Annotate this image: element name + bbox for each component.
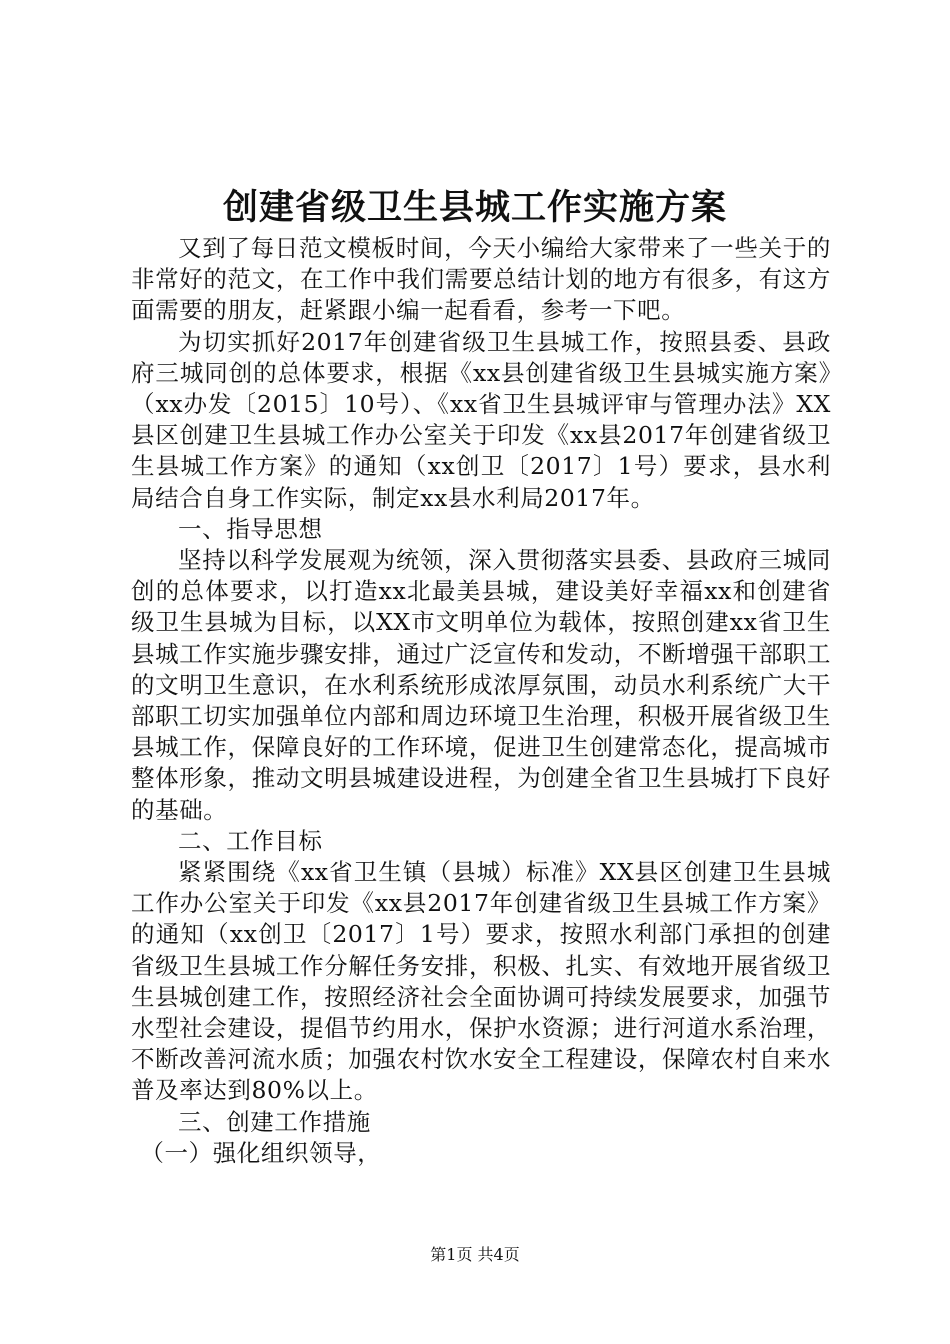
- intro-paragraph: 又到了每日范文模板时间，今天小编给大家带来了一些关于的非常好的范文，在工作中我们需要总结计划的地方有很多，有这方面需要的朋友，赶紧跟小编一起看看，参考一下吧。: [131, 234, 831, 325]
- document-body: [131, 233, 831, 1169]
- subsection-heading-organization: （一）强化组织领导，: [140, 1138, 382, 1167]
- work-goals-paragraph: 紧紧围绕《xx省卫生镇（县城）标准》XX县区创建卫生县城工作办公室关于印发《xx县2017年创建省级卫生县城工作方案》的通知（xx创卫〔2017〕1号）要求，按照水利部门承担的创建省级卫生县城工作分解任务安排，积极、扎实、有效地开展省级卫生县城创建工作，按照经济社会全面协调可持续发展要求，加强节水型社会建设，提倡节约用水，保护水资源；进行河道水系治理，不断改善河流水质；加强农村饮水安全工程建设，保障农村自来水普及率达到80%以上。: [131, 858, 831, 1105]
- document-title: 创建省级卫生县城工作实施方案: [222, 187, 727, 228]
- section-heading-work-goals: 二、工作目标: [178, 826, 323, 855]
- section-heading-guiding-ideology: 一、指导思想: [178, 514, 323, 543]
- guiding-ideology-paragraph: 坚持以科学发展观为统领，深入贯彻落实县委、县政府三城同创的总体要求，以打造xx北最美县城，建设美好幸福xx和创建省级卫生县城为目标，以XX市文明单位为载体，按照创建xx省卫生县城工作实施步骤安排，通过广泛宣传和发动，不断增强干部职工的文明卫生意识，在水利系统形成浓厚氛围，动员水利系统广大干部职工切实加强单位内部和周边环境卫生治理，积极开展省级卫生县城工作，保障良好的工作环境，促进卫生创建常态化，提高城市整体形象，推动文明县城建设进程，为创建全省卫生县城打下良好的基础。: [131, 546, 831, 824]
- page-footer: 第1页 共4页: [430, 1245, 520, 1264]
- background-paragraph: 为切实抓好2017年创建省级卫生县城工作，按照县委、县政府三城同创的总体要求，根据《xx县创建省级卫生县城实施方案》（xx办发〔2015〕10号）、《xx省卫生县城评审与管理办法》XX县区创建卫生县城工作办公室关于印发《xx县2017年创建省级卫生县城工作方案》的通知（xx创卫〔2017〕1号）要求，县水利局结合自身工作实际，制定xx县水利局2017年。: [131, 327, 831, 512]
- section-heading-measures: 三、创建工作措施: [178, 1107, 371, 1136]
